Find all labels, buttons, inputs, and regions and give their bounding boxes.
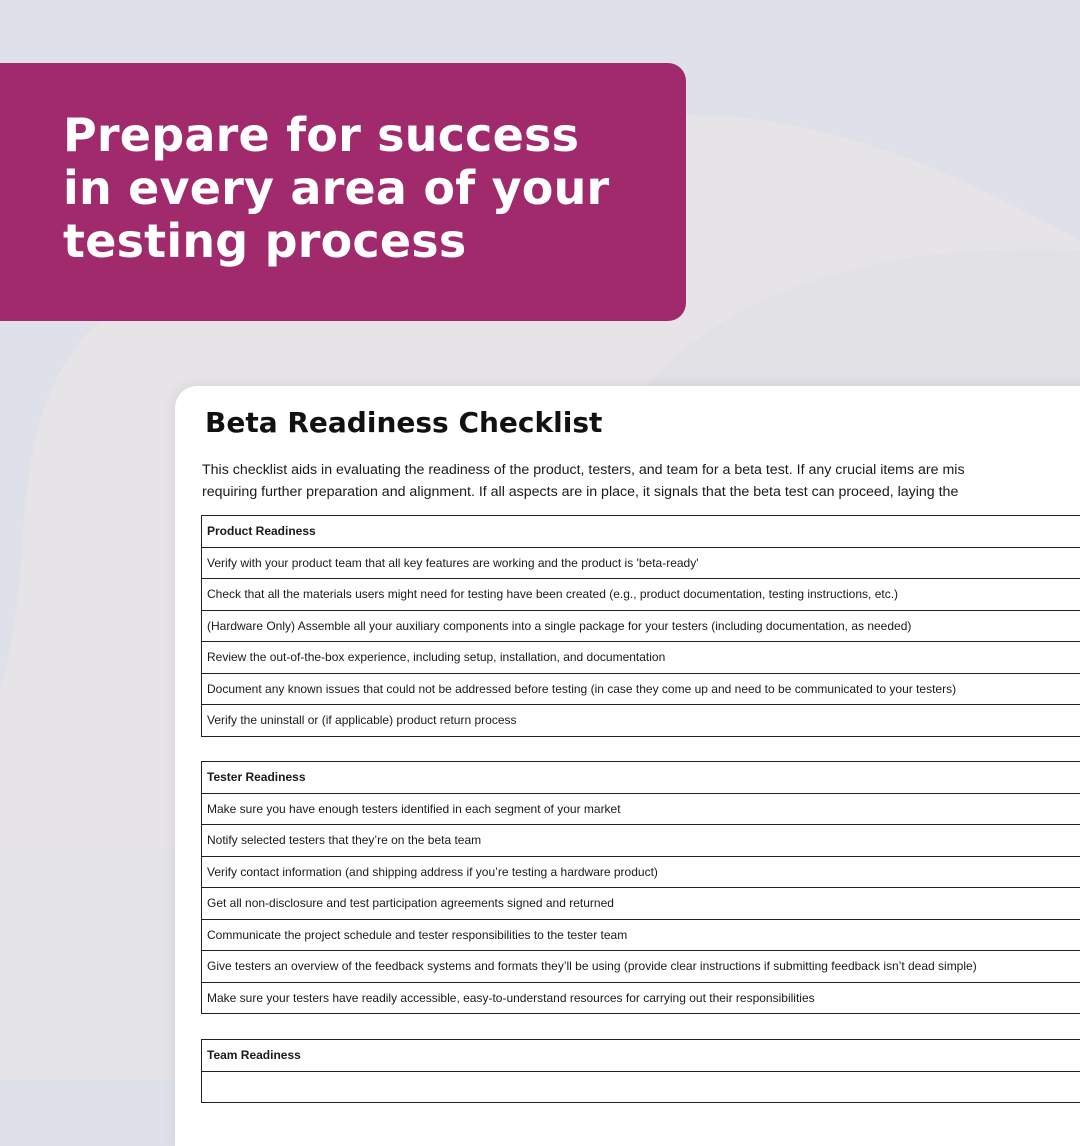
checklist-item: (Hardware Only) Assemble all your auxiliary components into a single package for your testers (including documentation, as needed) <box>202 611 1080 643</box>
checklist-item: Document any known issues that could not be addressed before testing (in case they come up and need to be communicated to your testers) <box>202 674 1080 706</box>
checklist-item <box>202 1072 1080 1104</box>
checklist-item: Check that all the materials users might need for testing have been created (e.g., product documentation, testing instructions, etc.) <box>202 579 1080 611</box>
section-heading: Team Readiness <box>202 1040 1080 1072</box>
checklist-document <box>175 386 1080 1146</box>
section-product-readiness <box>201 515 1080 737</box>
intro-line: requiring further preparation and alignment. If all aspects are in place, it signals that the beta test can proceed, laying the <box>202 484 959 500</box>
document-intro <box>202 459 1080 503</box>
checklist-item: Make sure you have enough testers identified in each segment of your market <box>202 794 1080 826</box>
checklist-item: Give testers an overview of the feedback systems and formats they’ll be using (provide clear instructions if submitting feedback isn’t dead simple) <box>202 951 1080 983</box>
headline-text: Prepare for success in every area of your testing process <box>63 108 610 268</box>
checklist-item: Communicate the project schedule and tester responsibilities to the tester team <box>202 920 1080 952</box>
headline-banner <box>0 63 686 321</box>
checklist-item: Verify contact information (and shipping address if you’re testing a hardware product) <box>202 857 1080 889</box>
checklist-item: Get all non-disclosure and test participation agreements signed and returned <box>202 888 1080 920</box>
section-heading: Product Readiness <box>202 516 1080 548</box>
intro-line: This checklist aids in evaluating the readiness of the product, testers, and team for a beta test. If any crucial items are mis <box>202 462 965 478</box>
checklist-item: Review the out-of-the-box experience, including setup, installation, and documentation <box>202 642 1080 674</box>
checklist-item: Verify the uninstall or (if applicable) product return process <box>202 705 1080 737</box>
document-title: Beta Readiness Checklist <box>205 406 603 439</box>
section-team-readiness <box>201 1039 1080 1103</box>
checklist-item: Verify with your product team that all key features are working and the product is 'beta-ready' <box>202 548 1080 580</box>
checklist-item: Notify selected testers that they’re on the beta team <box>202 825 1080 857</box>
checklist-item: Make sure your testers have readily accessible, easy-to-understand resources for carrying out their responsibilities <box>202 983 1080 1015</box>
section-heading: Tester Readiness <box>202 762 1080 794</box>
section-tester-readiness <box>201 761 1080 1014</box>
